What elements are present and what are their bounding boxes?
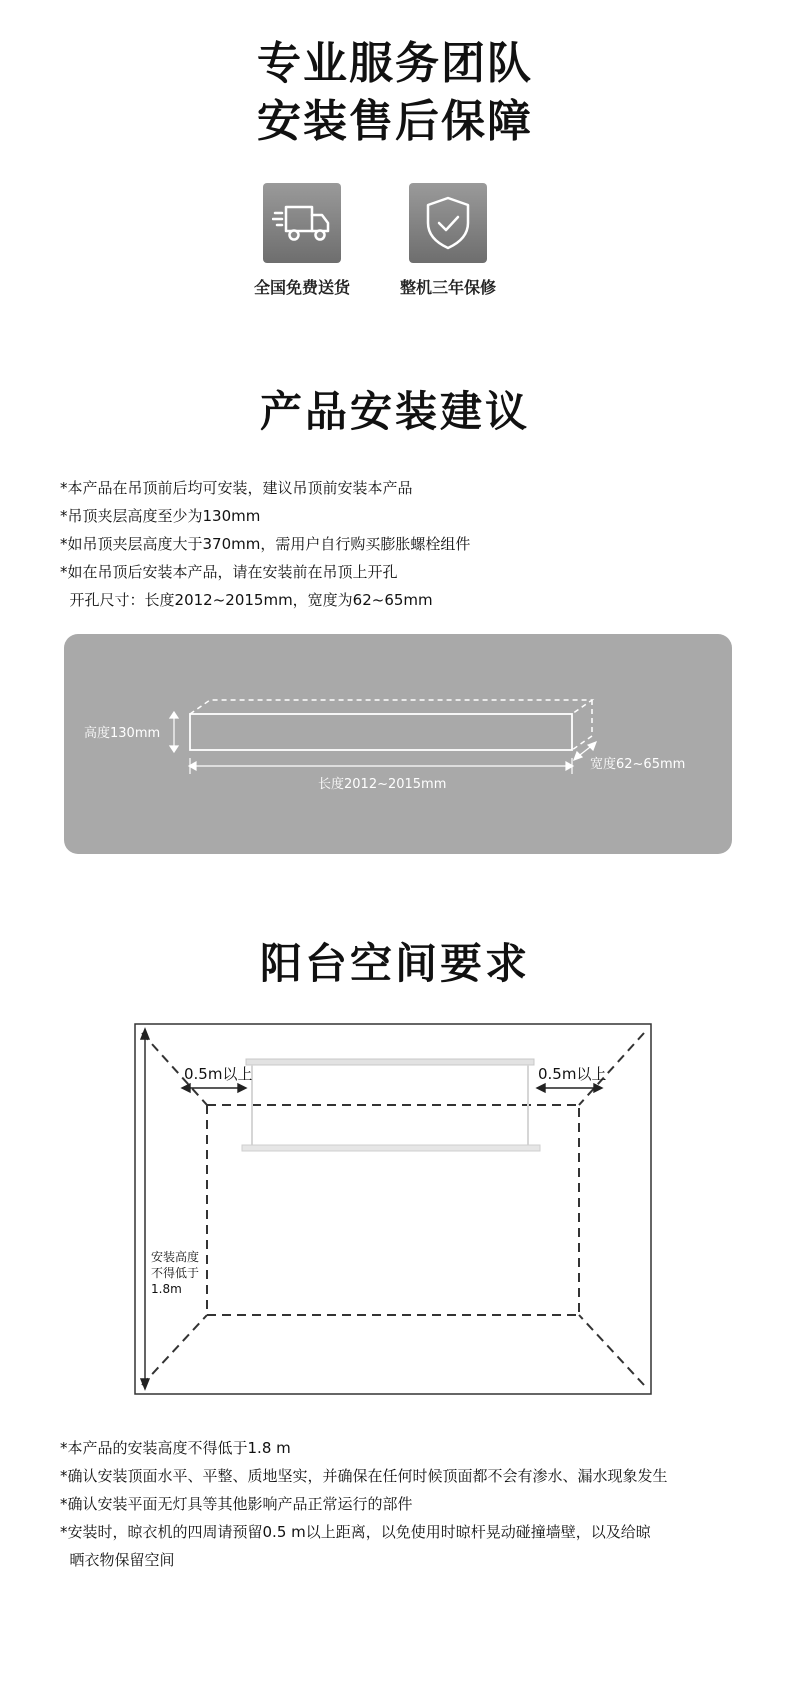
length-label: 长度2012~2015mm [318,777,447,792]
balcony-notes [60,1434,668,1574]
room-back-wall [207,1105,579,1315]
install-note: *如在吊顶后安装本产品，请在安装前在吊顶上开孔 [60,563,398,581]
service-warranty [393,183,503,298]
left-clearance-label: 0.5m以上 [184,1065,253,1083]
install-section-title: 产品安装建议 [259,387,530,436]
service-label-warranty: 整机三年保修 [399,278,496,297]
product-box-front [190,714,572,750]
min-height-label-line: 不得低于 [151,1266,200,1280]
install-note: *如吊顶夹层高度大于370mm，需用户自行购买膨胀螺栓组件 [60,535,471,553]
service-free-delivery [247,183,357,298]
right-clearance-label: 0.5m以上 [538,1065,607,1083]
width-label: 宽度62~65mm [590,757,686,772]
balcony-note: *本产品的安装高度不得低于1.8 m [60,1439,291,1457]
balcony-section-title: 阳台空间要求 [259,939,530,988]
install-note: *吊顶夹层高度至少为130mm [60,507,261,525]
balcony-note: *确认安装顶面水平、平整、质地坚实，并确保在任何时候顶面都不会有渗水、漏水现象发生 [60,1467,668,1485]
height-label: 高度130mm [84,726,161,741]
hero-title-line1: 专业服务团队 [257,38,533,89]
service-label-delivery: 全国免费送货 [253,278,350,297]
product-box-top [190,700,592,714]
balcony-note: *确认安装平面无灯具等其他影响产品正常运行的部件 [60,1495,413,1513]
balcony-note: *安装时，晾衣机的四周请预留0.5 m以上距离，以免使用时晾杆晃动碰撞墙壁，以及给晾 [60,1523,651,1541]
truck-icon [263,183,341,263]
install-note: 开孔尺寸：长度2012~2015mm，宽度为62~65mm [60,591,433,609]
min-height-label [151,1249,199,1297]
min-height-label-line: 1.8m [151,1282,182,1296]
balcony-note: 晒衣物保留空间 [60,1551,175,1569]
min-height-label-line: 安装高度 [151,1250,200,1264]
shield-check-icon [409,183,487,263]
balcony-room-diagram [134,1023,652,1395]
install-dimension-diagram [64,634,732,854]
install-note: *本产品在吊顶前后均可安装，建议吊顶前安装本产品 [60,479,413,497]
hero-title-line2: 安装售后保障 [257,96,533,147]
install-notes [60,474,470,614]
